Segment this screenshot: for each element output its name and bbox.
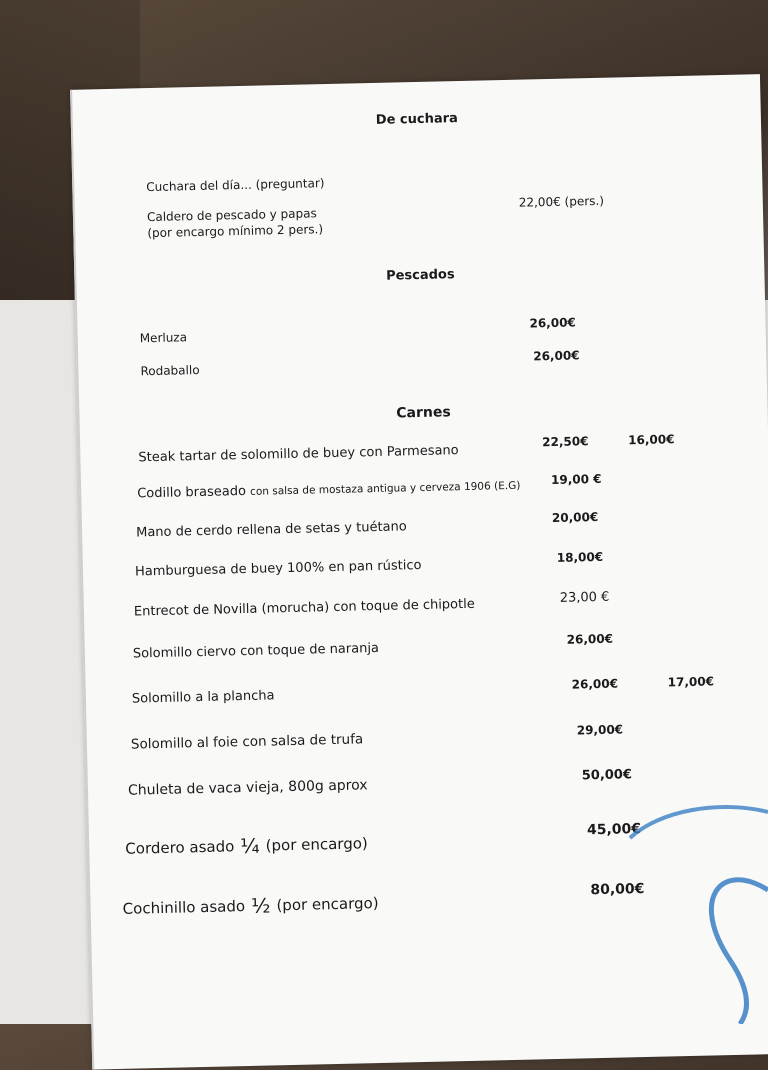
price-solomillo-foie: 29,00€ xyxy=(576,722,624,738)
menu-item-cochinillo-name: Cochinillo asado xyxy=(122,897,246,918)
price-chuleta: 50,00€ xyxy=(581,767,633,784)
menu-item-cordero-fraction: ¼ xyxy=(240,833,260,859)
price-codillo: 19,00 € xyxy=(550,471,602,488)
price-solomillo-plancha: 26,00€ xyxy=(571,676,619,692)
menu-item-cordero-name: Cordero asado xyxy=(125,837,235,858)
section-heading-pescados: Pescados xyxy=(385,267,455,284)
menu-item-solomillo-plancha: Solomillo a la plancha xyxy=(131,688,275,707)
menu-item-cuchara-del-dia: Cuchara del día... (preguntar) xyxy=(146,176,325,195)
menu-item-solomillo-ciervo: Solomillo ciervo con toque de naranja xyxy=(132,640,380,662)
menu-item-caldero-note: (por encargo mínimo 2 pers.) xyxy=(147,222,324,241)
price-solomillo-ciervo: 26,00€ xyxy=(566,631,614,647)
price-caldero: 22,00€ (pers.) xyxy=(518,193,605,210)
menu-item-hamburguesa: Hamburguesa de buey 100% en pan rústico xyxy=(134,557,422,580)
menu-item-codillo xyxy=(137,478,520,502)
price2-solomillo-plancha: 17,00€ xyxy=(667,674,715,690)
menu-item-cordero xyxy=(125,831,368,860)
menu-item-cochinillo xyxy=(122,891,378,921)
menu-item-codillo-name: Codillo braseado xyxy=(137,483,247,502)
price-merluza: 26,00€ xyxy=(529,315,576,331)
menu-item-solomillo-foie: Solomillo al foie con salsa de trufa xyxy=(130,731,364,753)
menu-item-cochinillo-note: (por encargo) xyxy=(276,894,379,915)
menu-item-entrecot: Entrecot de Novilla (morucha) con toque de chipotle xyxy=(133,596,475,620)
menu-item-chuleta: Chuleta de vaca vieja, 800g aprox xyxy=(127,777,368,799)
section-heading-carnes: Carnes xyxy=(396,404,451,422)
price-steak-tartar: 22,50€ xyxy=(542,434,589,450)
menu-item-steak-tartar: Steak tartar de solomillo de buey con Parmesano xyxy=(138,443,459,466)
menu-item-caldero: Caldero de pescado y papas xyxy=(146,206,317,225)
menu-item-mano-de-cerdo: Mano de cerdo rellena de setas y tuétano xyxy=(135,519,407,541)
price-mano-de-cerdo: 20,00€ xyxy=(551,509,599,526)
menu-item-merluza: Merluza xyxy=(139,330,188,346)
price-entrecot: 23,00 € xyxy=(559,589,610,606)
price-rodaballo: 26,00€ xyxy=(533,348,580,364)
price2-steak-tartar: 16,00€ xyxy=(628,432,675,448)
price-hamburguesa: 18,00€ xyxy=(556,549,604,565)
section-heading-de-cuchara: De cuchara xyxy=(375,111,459,128)
menu-item-codillo-note: con salsa de mostaza antigua y cerveza 1906 (E.G) xyxy=(249,479,521,498)
menu-item-rodaballo: Rodaballo xyxy=(140,362,200,379)
price-cochinillo: 80,00€ xyxy=(590,881,645,899)
watermark-logo-wave xyxy=(600,790,768,1024)
menu-item-cordero-note: (por encargo) xyxy=(265,834,368,855)
menu-item-cochinillo-fraction: ½ xyxy=(250,893,271,918)
price-cordero: 45,00€ xyxy=(586,821,642,839)
